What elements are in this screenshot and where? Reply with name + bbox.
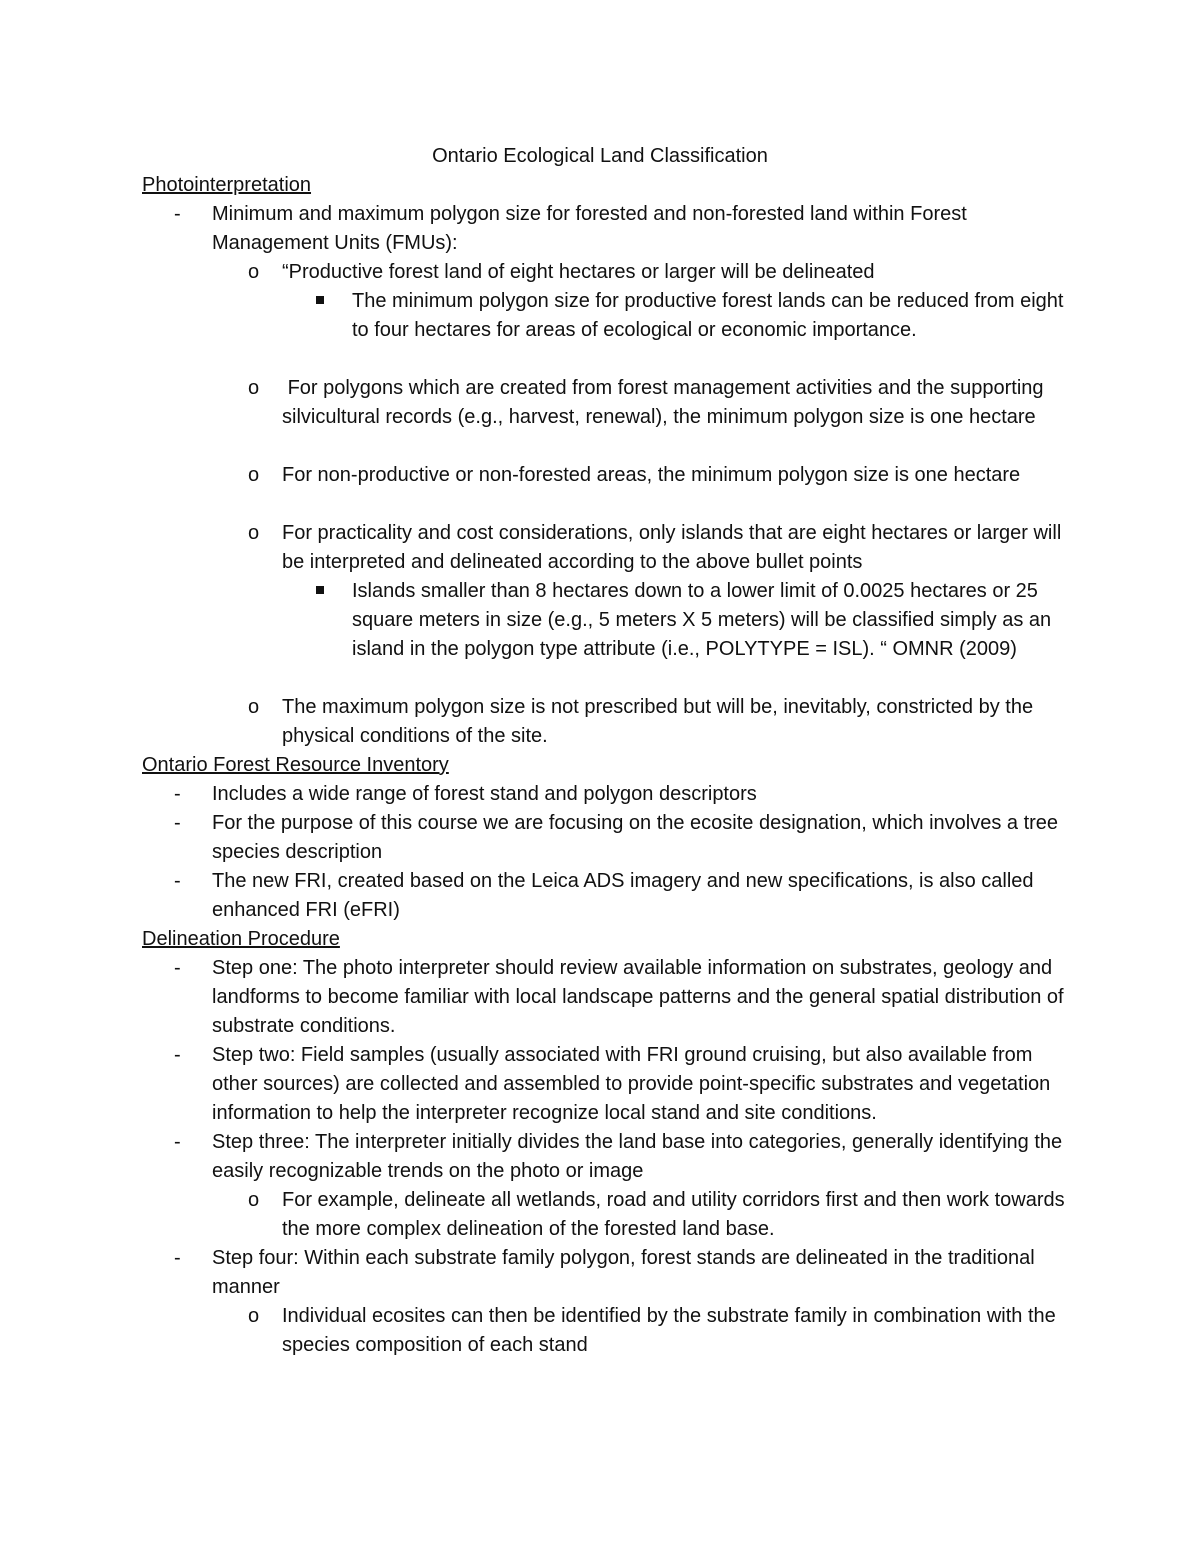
list-item	[248, 693, 1072, 751]
list-item	[248, 519, 1072, 577]
list-item-text: Step two: Field samples (usually associated with FRI ground cruising, but also available from other sources) are collected and assembled to provide point-specific substrates and vegetation information to help the interpreter recognize local stand and site conditions.	[212, 1044, 1051, 1124]
list-item-text: For non-productive or non-forested areas, the minimum polygon size is one hectare	[282, 464, 1021, 486]
list-item	[174, 200, 1072, 258]
section-heading-photointerpretation: Photointerpretation	[142, 174, 312, 196]
circle-bullet: o	[248, 1189, 260, 1211]
list-item-text: For the purpose of this course we are focusing on the ecosite designation, which involves a tree species description	[212, 812, 1059, 863]
list-item	[174, 1128, 1072, 1186]
dash-bullet: -	[174, 203, 181, 225]
dash-bullet: -	[174, 1044, 181, 1066]
square-bullet-icon	[316, 586, 324, 594]
list-item-text: Includes a wide range of forest stand and polygon descriptors	[212, 783, 757, 805]
list-item-text: Individual ecosites can then be identified by the substrate family in combination with the species composition of each stand	[282, 1305, 1056, 1356]
dash-bullet: -	[174, 1131, 181, 1153]
list-item	[174, 954, 1072, 1041]
list-item-text: The new FRI, created based on the Leica ADS imagery and new specifications, is also called enhanced FRI (eFRI)	[212, 870, 1034, 921]
list-item	[174, 809, 1072, 867]
list-item	[174, 1041, 1072, 1128]
section-heading-forest-resource-inventory: Ontario Forest Resource Inventory	[142, 754, 449, 776]
document-title: Ontario Ecological Land Classification	[432, 145, 768, 167]
circle-bullet: o	[248, 261, 260, 283]
list-item-text: “Productive forest land of eight hectares or larger will be delineated	[282, 261, 875, 283]
list-item	[174, 1244, 1072, 1302]
list-item	[174, 867, 1072, 925]
dash-bullet: -	[174, 783, 181, 805]
list-item-text: Minimum and maximum polygon size for forested and non-forested land within Forest Management Units (FMUs):	[212, 203, 967, 254]
list-item-text: Step one: The photo interpreter should review available information on substrates, geology and landforms to become familiar with local landscape patterns and the general spatial distribution of substrate conditions.	[212, 957, 1064, 1037]
circle-bullet: o	[248, 696, 260, 718]
list-item	[248, 374, 1072, 432]
square-bullet-icon	[316, 296, 324, 304]
list-item	[352, 287, 1072, 345]
list-item-text: For example, delineate all wetlands, road and utility corridors first and then work towards the more complex delineation of the forested land base.	[282, 1189, 1065, 1240]
list-item	[174, 780, 1072, 809]
list-item	[352, 577, 1072, 664]
list-item	[248, 1186, 1072, 1244]
list-item-text: For polygons which are created from forest management activities and the supporting silvicultural records (e.g., harvest, renewal), the minimum polygon size is one hectare	[282, 377, 1050, 428]
circle-bullet: o	[248, 1305, 260, 1327]
circle-bullet: o	[248, 377, 260, 399]
circle-bullet: o	[248, 464, 260, 486]
list-item-text: Step three: The interpreter initially divides the land base into categories, generally identifying the easily recognizable trends on the photo or image	[212, 1131, 1063, 1182]
dash-bullet: -	[174, 870, 181, 892]
circle-bullet: o	[248, 522, 260, 544]
list-item-text: The maximum polygon size is not prescribed but will be, inevitably, constricted by the physical conditions of the site.	[282, 696, 1034, 747]
list-item-text: Islands smaller than 8 hectares down to a lower limit of 0.0025 hectares or 25 square meters in size (e.g., 5 meters X 5 meters) will be classified simply as an island in the polygon type attribute (i.e., POLYTYPE = ISL). “ OMNR (2009)	[352, 580, 1052, 660]
dash-bullet: -	[174, 812, 181, 834]
list-item-text: Step four: Within each substrate family polygon, forest stands are delineated in the traditional manner	[212, 1247, 1035, 1298]
list-item	[248, 1302, 1072, 1360]
section-heading-delineation-procedure: Delineation Procedure	[142, 928, 340, 950]
list-item-text: For practicality and cost considerations, only islands that are eight hectares or larger will be interpreted and delineated according to the above bullet points	[282, 522, 1062, 573]
dash-bullet: -	[174, 1247, 181, 1269]
dash-bullet: -	[174, 957, 181, 979]
list-item	[248, 461, 1072, 490]
list-item-text: The minimum polygon size for productive forest lands can be reduced from eight to four hectares for areas of ecological or economic importance.	[352, 290, 1064, 341]
list-item	[248, 258, 1072, 287]
